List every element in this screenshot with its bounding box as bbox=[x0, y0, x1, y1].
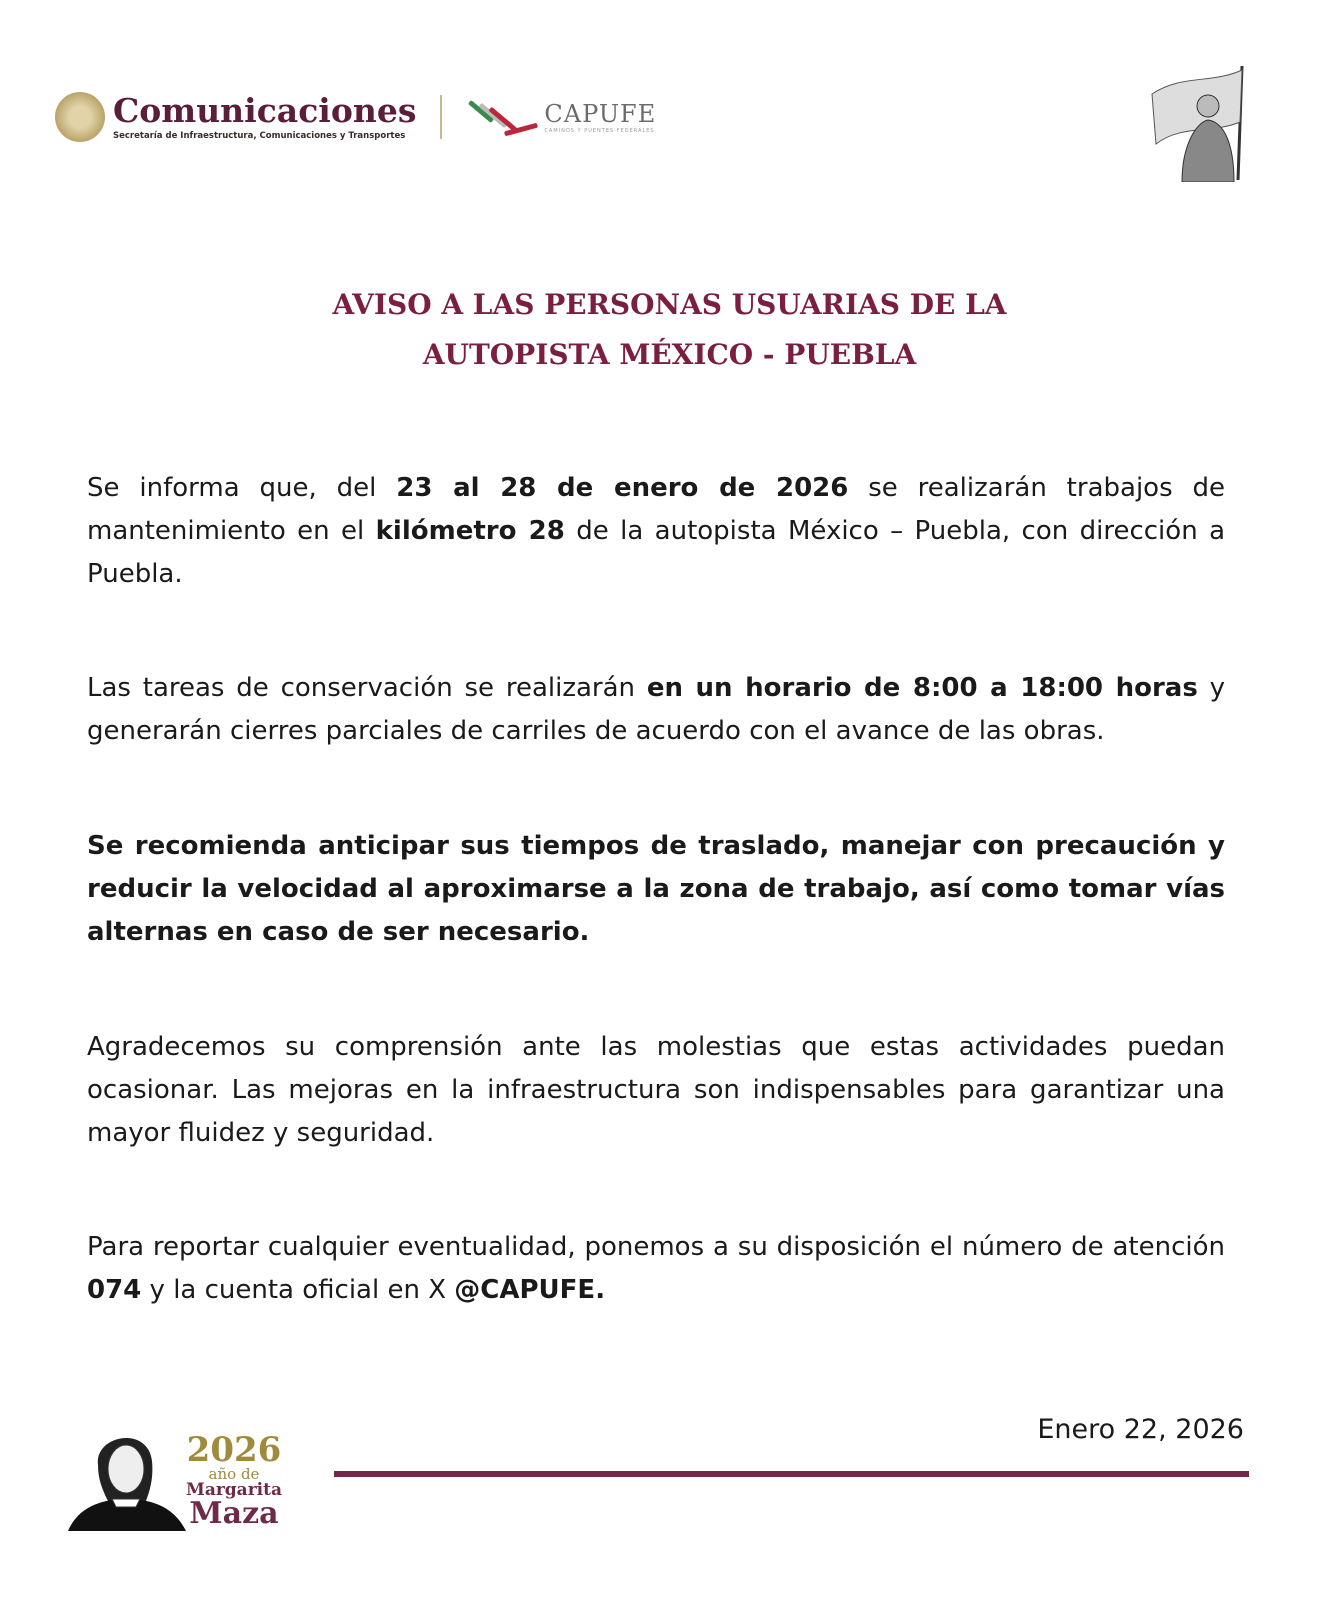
paragraph-contact: Para reportar cualquier eventualidad, ponemos a su disposición el número de atención 074 y la cuenta oficial en X @CAPUFE. bbox=[87, 1232, 1225, 1305]
notice-date: Enero 22, 2026 bbox=[1037, 1414, 1244, 1445]
paragraph-dates: Se informa que, del 23 al 28 de enero de 2026 se realizarán trabajos de mantenimiento en el kilómetro 28 de la autopista México – Puebla, con dirección a Puebla. bbox=[87, 473, 1225, 589]
paragraph-schedule: Las tareas de conservación se realizarán en un horario de 8:00 a 18:00 horas y generarán cierres parciales de carriles de acuerdo con el avance de las obras. bbox=[87, 673, 1226, 746]
year-logo: 2026 año de Margarita Maza bbox=[68, 1425, 288, 1535]
margarita-maza-portrait bbox=[68, 1425, 186, 1531]
capufe-mark-icon bbox=[466, 95, 538, 139]
footer-rule bbox=[334, 1471, 1249, 1477]
notice-title: AVISO A LAS PERSONAS USUARIAS DE LA AUTOPISTA MÉXICO - PUEBLA bbox=[332, 288, 1007, 371]
paragraph-recommendation: Se recomienda anticipar sus tiempos de traslado, manejar con precaución y reducir la velocidad al aproximarse a la zona de trabajo, así como tomar vías alternas en caso de ser necesario. bbox=[87, 831, 1225, 947]
logo-divider bbox=[440, 95, 442, 139]
national-seal-icon bbox=[55, 92, 105, 142]
heroine-flag-illustration bbox=[1142, 64, 1254, 182]
ministry-logo: Comunicaciones Secretaría de Infraestructura, Comunicaciones y Transportes bbox=[113, 91, 417, 141]
capufe-logo: CAPUFE CAMINOS Y PUENTES FEDERALES bbox=[544, 100, 657, 134]
header-logos bbox=[55, 92, 656, 142]
paragraph-thanks: Agradecemos su comprensión ante las molestias que estas actividades puedan ocasionar. Las mejoras en la infraestructura son indispensables para garantizar una mayor fluidez y seguridad. bbox=[87, 1032, 1225, 1148]
